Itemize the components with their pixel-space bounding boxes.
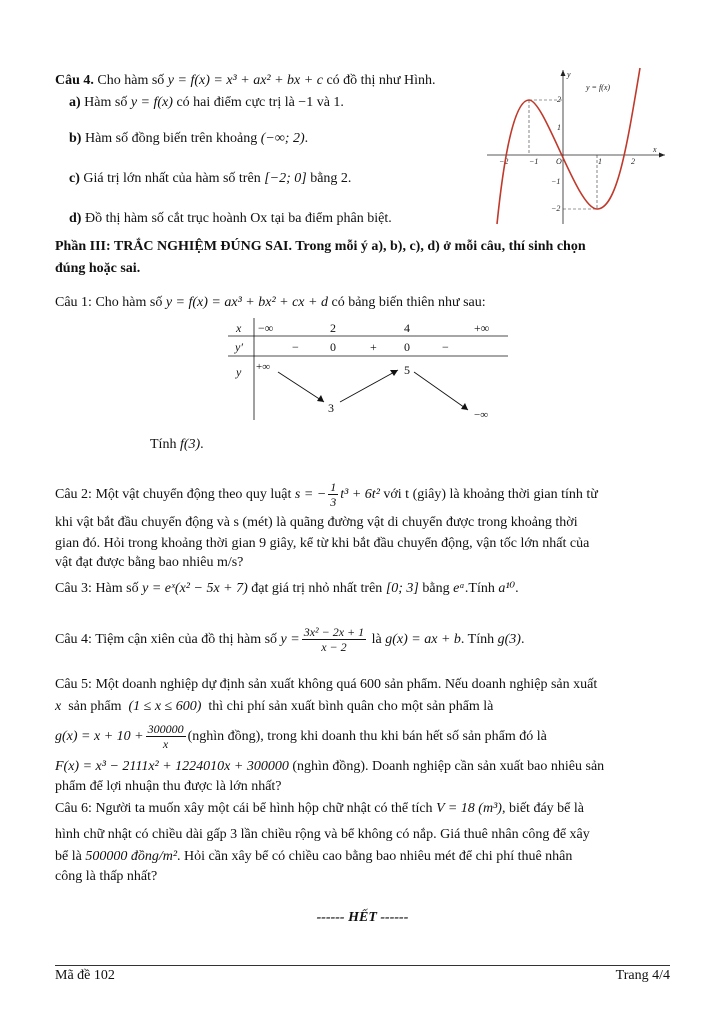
footer-exam-code: Mã đề 102: [55, 968, 115, 983]
sign-4: −: [442, 340, 449, 354]
y-tick-1: 1: [557, 123, 561, 132]
variation-table: [228, 318, 510, 422]
y-val-1: 3: [328, 401, 334, 415]
x-axis-label: x: [653, 145, 657, 154]
q4-option-c: c) Giá trị lớn nhất của hàm số trên [−2; 0] bằng 2.: [69, 171, 352, 186]
arrow-head-2: [390, 370, 398, 376]
arrow-down-2: [414, 372, 468, 410]
x-tick-1: 1: [598, 157, 602, 166]
row-y-label: y: [236, 365, 242, 379]
x-tick-2: 2: [631, 157, 635, 166]
y-axis-label: y: [567, 70, 571, 79]
x-val-3: +∞: [474, 321, 490, 335]
q1: Câu 1: Cho hàm số y = f(x) = ax³ + bx² + cx + d có bảng biến thiên như sau:: [55, 295, 486, 310]
y-val-0: +∞: [256, 361, 271, 373]
y-tick-neg2: −2: [551, 204, 561, 213]
arrow-up: [340, 370, 398, 402]
curve-label: y = f(x): [586, 83, 611, 92]
y-tick-2: 2: [557, 95, 561, 104]
arrow-down-1: [278, 372, 324, 402]
x-tick-neg2: −2: [499, 157, 509, 166]
q5-fraction: $\frac{300000}{x}$: [147, 722, 184, 752]
footer-page-number: Trang 4/4: [615, 968, 670, 983]
y-tick-neg1: −1: [551, 177, 561, 186]
cubic-graph: [485, 66, 675, 226]
q2-fraction: $\frac{1}{3}$: [330, 480, 337, 510]
x-val-0: −∞: [258, 321, 274, 335]
q5: Câu 5: Một doanh nghiệp dự định sản xuất không quá 600 sản phẩm. Nếu doanh nghiệp sản xuất x sản phẩm (1 ≤ x ≤ 600) thì chi phí sản xuất bình quân cho một sản phẩm là g(x) = x + 10 + $\frac{300000}{x}$ (nghìn đồng), trong khi doanh thu khi bán hết số sản phẩm đó là F(x) = x³ − 2111x² + 1224010x + 300000 (nghìn đồng). Doanh nghiệp cần sản xuất bao nhiêu sản phẩm để lợi nhuận thu được là lớn nhất?: [55, 677, 605, 794]
sign-3: 0: [404, 340, 410, 354]
y-val-2: 5: [404, 363, 410, 377]
sign-2: +: [370, 340, 377, 354]
part3-heading: Phần III: TRẮC NGHIỆM ĐÚNG SAI. Trong mỗi ý a), b), c), d) ở mỗi câu, thí sinh chọn đúng hoặc sai.: [55, 239, 586, 276]
y-val-3: −∞: [474, 409, 489, 421]
x-axis-arrow: [659, 153, 665, 158]
q4: Câu 4: Tiệm cận xiên của đồ thị hàm số y = $\frac{\text{3x² − 2x + 1}}{x - 2}$ là g(x) = ax + b. Tính g(3).: [55, 625, 525, 655]
q4-option-a: a) Hàm số y = f(x) có hai điểm cực trị là −1 và 1.: [69, 95, 344, 110]
q2: Câu 2: Một vật chuyển động theo quy luật s = − $\frac{1}{3}$ t³ + 6t² với t (giây) là khoảng thời gian tính từ khi vật bắt đầu chuyển động và s (mét) là quãng đường vật di chuyển được trong khoảng thời gian đó. Hỏi trong khoảng thời gian 9 giây, kể từ khi bắt đầu chuyển động, vận tốc lớn nhất của vật đạt được bằng bao nhiêu m/s?: [55, 480, 598, 570]
q1-compute: Tính f(3).: [150, 437, 204, 452]
q4-option-d: d) Đồ thị hàm số cắt trục hoành Ox tại ba điểm phân biệt.: [69, 211, 392, 226]
x-val-1: 2: [330, 321, 336, 335]
q4-fraction: $\frac{\text{3x² − 2x + 1}}{x - 2}$: [303, 625, 365, 655]
q4-top: [55, 70, 485, 230]
q6: Câu 6: Người ta muốn xây một cái bể hình hộp chữ nhật có thể tích V = 18 (m³), biết đáy bể là hình chữ nhật có chiều dài gấp 3 lần chiều rộng và bể không có nắp. Giá thuê nhân công để xây bể là 500000 đồng/m². Hỏi cần xây bể có chiều cao bằng bao nhiêu mét để chi phí thuê nhân công là thấp nhất?: [55, 801, 590, 884]
y-axis-arrow: [561, 70, 566, 76]
q4-top-stem: Câu 4. Cho hàm số y = f(x) = x³ + ax² + bx + c có đồ thị như Hình.: [55, 73, 436, 88]
origin-label: O: [556, 157, 562, 166]
arrow-head-3: [461, 403, 468, 410]
q3: Câu 3: Hàm số y = eˣ(x² − 5x + 7) đạt giá trị nhỏ nhất trên [0; 3] bằng eᵃ.Tính a¹⁰.: [55, 581, 519, 596]
cubic-curve: [497, 68, 640, 224]
x-tick-neg1: −1: [529, 157, 539, 166]
sign-0: −: [292, 340, 299, 354]
row-yp-label: y′: [235, 340, 243, 354]
footer-rule: [55, 965, 670, 966]
row-x-label: x: [236, 321, 242, 335]
x-val-2: 4: [404, 321, 410, 335]
end-mark: ------ HẾT ------: [316, 910, 409, 925]
sign-1: 0: [330, 340, 336, 354]
q4-option-b: b) Hàm số đồng biến trên khoảng (−∞; 2).: [69, 131, 309, 146]
